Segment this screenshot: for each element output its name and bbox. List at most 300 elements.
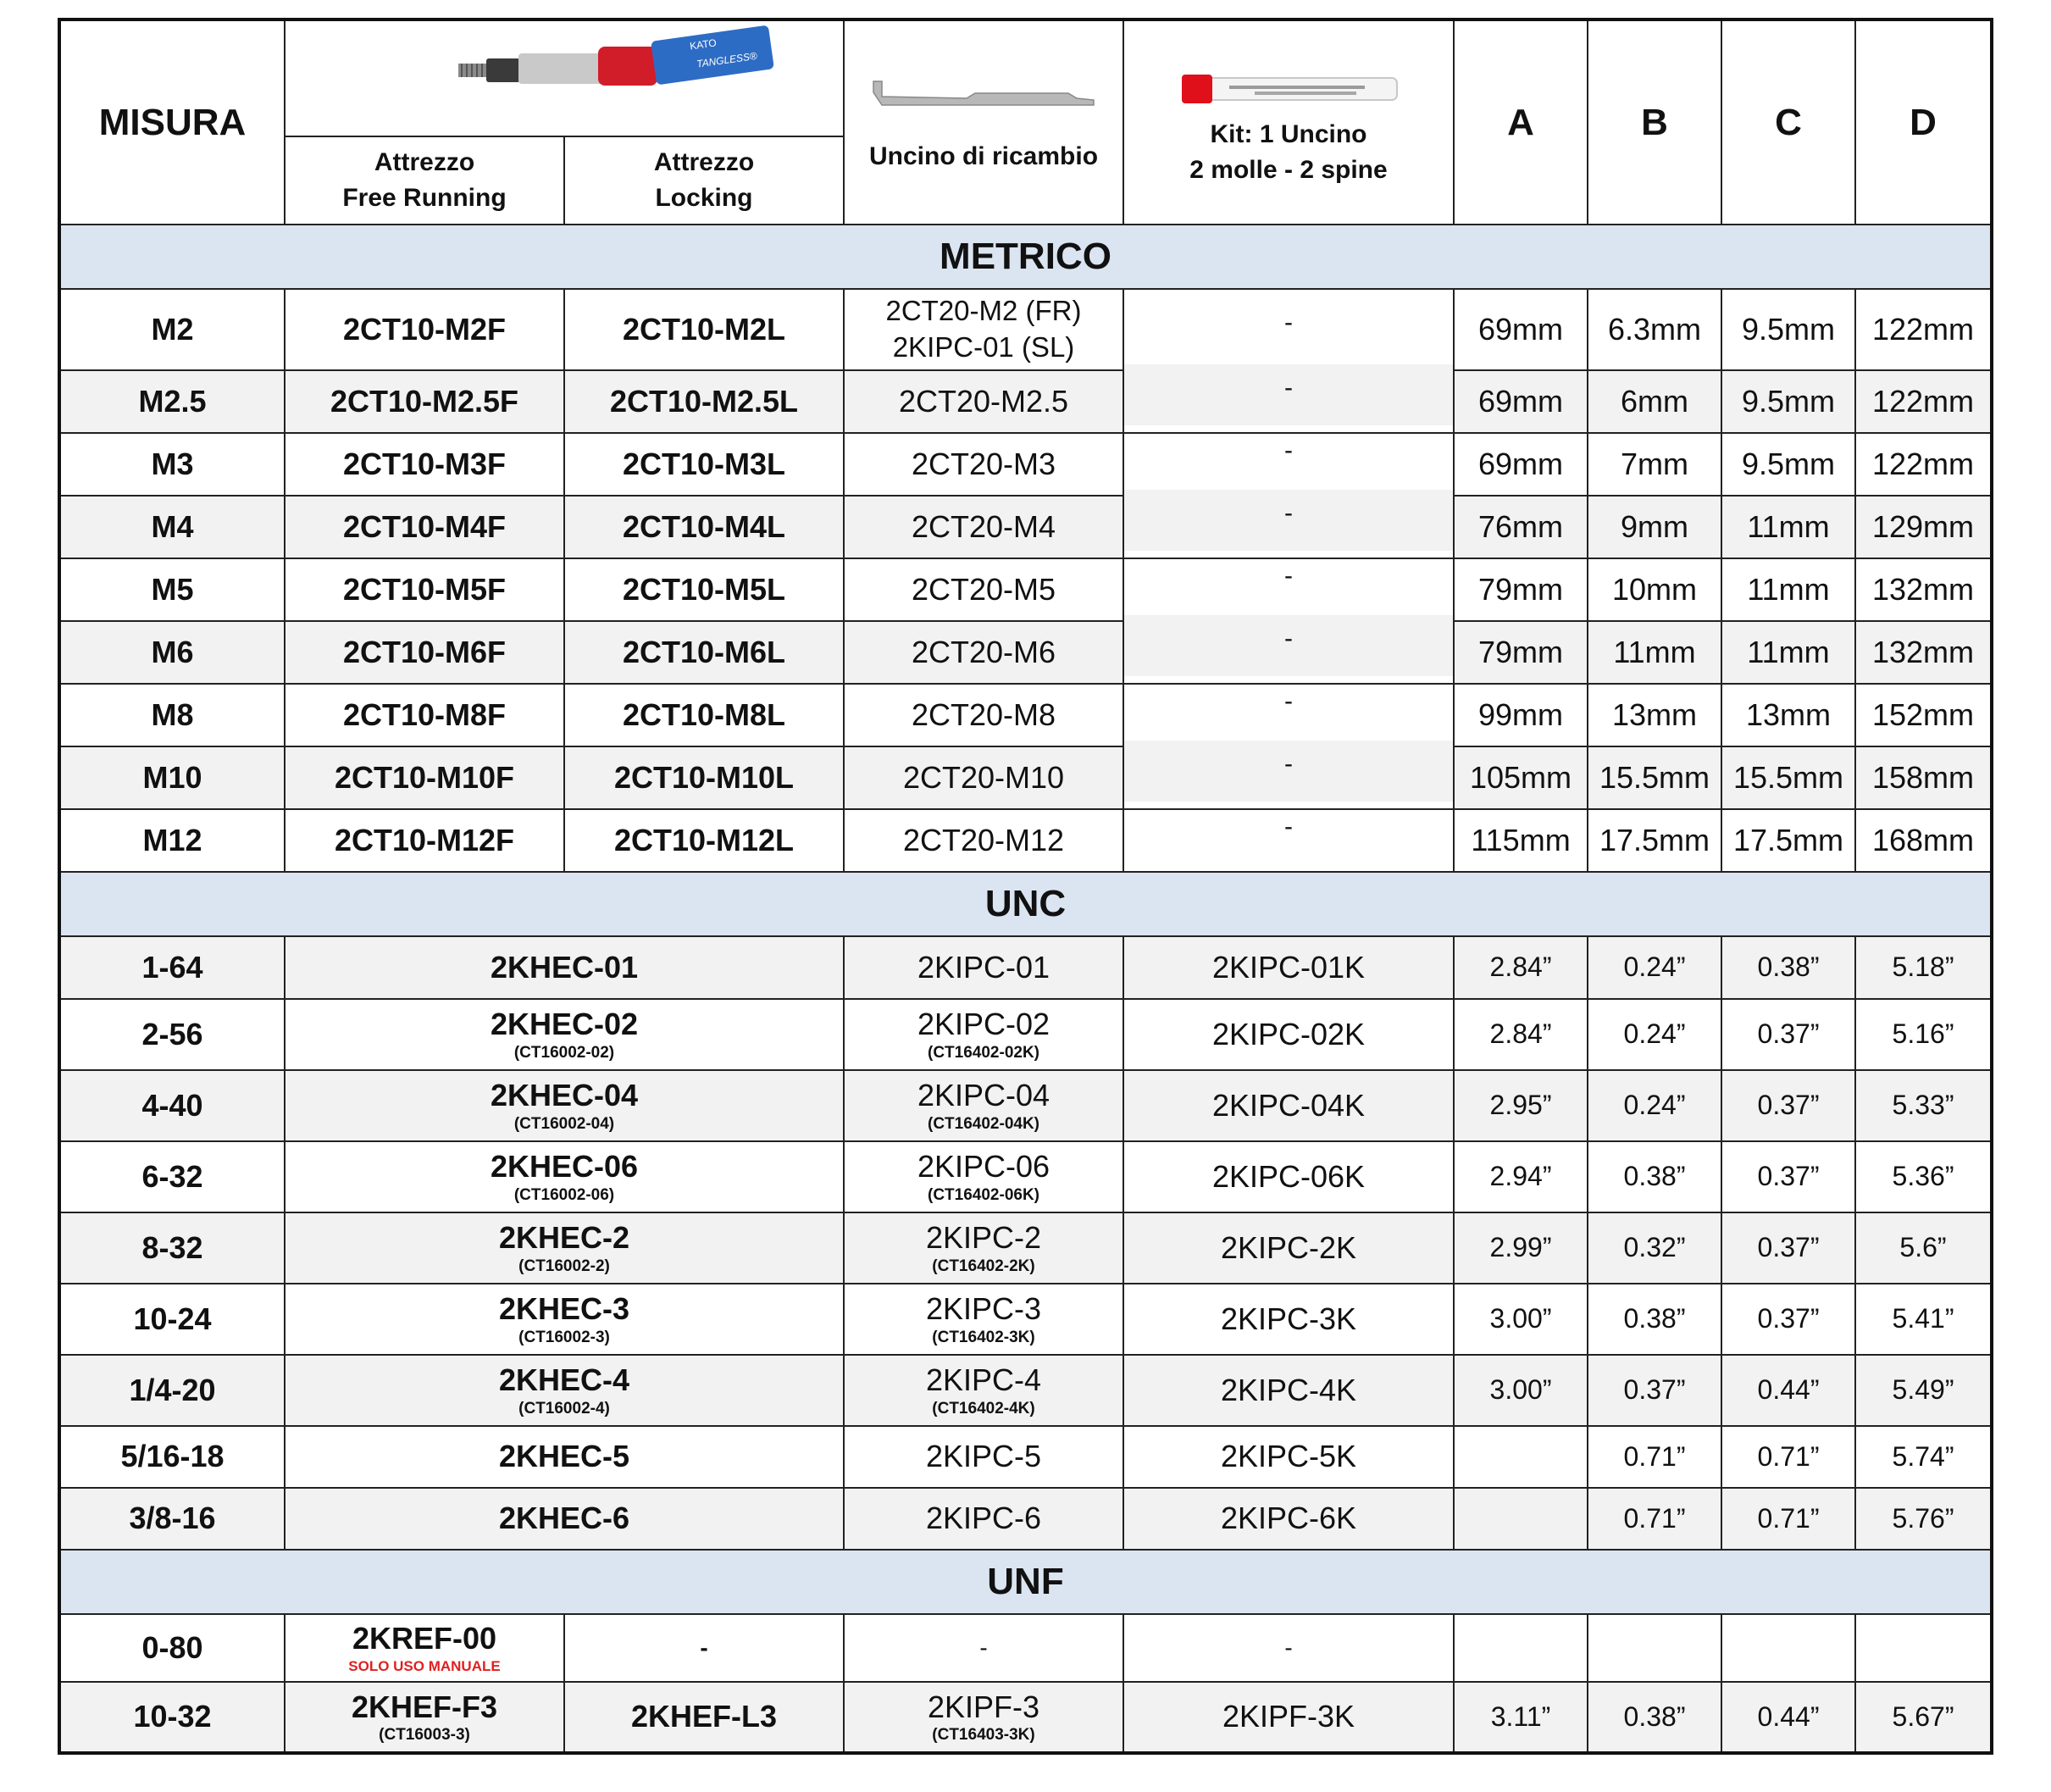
dim-a-cell xyxy=(1454,1426,1588,1488)
dim-a-cell-text: 69mm xyxy=(1477,383,1564,419)
dim-c-cell-text: 0.44” xyxy=(1757,1700,1820,1732)
dim-b-cell xyxy=(1588,289,1721,370)
dim-a-cell xyxy=(1454,1212,1588,1284)
kit-cell xyxy=(1123,1355,1454,1426)
dim-a-cell-text: 2.94” xyxy=(1489,1161,1552,1192)
dim-a-cell xyxy=(1454,1488,1588,1550)
dim-c-cell xyxy=(1721,746,1855,809)
dim-c-cell xyxy=(1721,1212,1855,1284)
tool-cell xyxy=(285,999,844,1070)
dim-a-cell xyxy=(1454,1284,1588,1355)
dim-d-cell-text: 5.6” xyxy=(1899,1232,1947,1263)
dim-d-cell-text: 132mm xyxy=(1871,571,1975,607)
dim-c-cell-text: 0.37” xyxy=(1757,1161,1820,1192)
tool-cell-note: (CT16002-02) xyxy=(513,1043,615,1062)
header-tool-free: Attrezzo Free Running xyxy=(285,136,564,225)
table-row xyxy=(59,370,1992,433)
dim-a-cell-text: 2.99” xyxy=(1489,1232,1552,1263)
dim-d-cell xyxy=(1855,558,1992,621)
hook-cell-text: 2CT20-M10 xyxy=(902,759,1065,795)
header-c: C xyxy=(1721,19,1855,225)
dim-b-cell-text: 15.5mm xyxy=(1599,759,1710,795)
tool-cell-text: 2KHEC-2 xyxy=(498,1220,630,1256)
kit-cell xyxy=(1123,1141,1454,1212)
tool-free-cell-text: 2CT10-M2F xyxy=(342,311,507,347)
hook-cell xyxy=(844,1488,1123,1550)
dim-b-cell xyxy=(1588,1682,1721,1753)
size-cell-text: M2 xyxy=(151,311,194,347)
dim-b-cell-text: 7mm xyxy=(1621,446,1688,481)
dim-b-cell xyxy=(1588,809,1721,872)
tool-locking-cell xyxy=(564,496,844,558)
dim-a-cell-text: 69mm xyxy=(1477,311,1564,347)
hook-cell-text: 2CT20-M3 xyxy=(911,446,1056,481)
table-row xyxy=(59,809,1992,872)
kit-cell-text: 2KIPC-02K xyxy=(1211,1016,1366,1051)
dim-c-cell xyxy=(1721,370,1855,433)
tool-free-cell xyxy=(285,621,564,684)
dim-a-cell-text: 76mm xyxy=(1477,508,1564,544)
dim-a-cell xyxy=(1454,433,1588,496)
table-row xyxy=(59,1488,1992,1550)
tool-locking-cell-text: 2CT10-M2.5L xyxy=(609,383,799,419)
dim-b-cell-text: 6.3mm xyxy=(1607,311,1702,347)
table-row xyxy=(59,1614,1992,1682)
tool-free-cell xyxy=(285,433,564,496)
dim-d-cell xyxy=(1855,370,1992,433)
dim-a-cell xyxy=(1454,1355,1588,1426)
dim-c-cell-text: 0.71” xyxy=(1757,1440,1820,1472)
table-row xyxy=(59,1426,1992,1488)
tool-image-cell xyxy=(285,19,844,136)
tool-cell xyxy=(285,1070,844,1141)
dim-b-cell-text: 0.24” xyxy=(1623,951,1686,983)
hook-cell-text: 2KIPC-04 xyxy=(917,1078,1050,1113)
size-cell xyxy=(59,809,285,872)
hook-cell xyxy=(844,936,1123,999)
dim-c-cell-text: 11mm xyxy=(1747,634,1830,669)
dim-d-cell-text: 122mm xyxy=(1871,446,1975,481)
dim-d-cell-text: 5.76” xyxy=(1892,1502,1954,1534)
dim-b-cell-text: 10mm xyxy=(1611,571,1698,607)
dim-a-cell-text: 3.00” xyxy=(1489,1303,1552,1334)
tool-locking-cell-text: - xyxy=(700,1634,708,1662)
table-row xyxy=(59,1212,1992,1284)
tool-free-cell xyxy=(285,1682,564,1753)
dim-c-cell xyxy=(1721,496,1855,558)
kit-cell xyxy=(1123,426,1454,489)
table-row xyxy=(59,999,1992,1070)
table-row xyxy=(59,289,1992,370)
hook-cell xyxy=(844,1426,1123,1488)
hook-cell-note: (CT16402-04K) xyxy=(928,1114,1039,1133)
dim-c-cell-text: 9.5mm xyxy=(1741,446,1836,481)
dim-a-cell xyxy=(1454,1070,1588,1141)
kit-cell xyxy=(1123,489,1454,552)
dim-a-cell-text: 2.84” xyxy=(1489,951,1552,983)
kit-cell-text: 2KIPC-6K xyxy=(1220,1501,1357,1536)
hook-cell-text: 2CT20-M8 xyxy=(911,696,1056,732)
kit-cell-text: 2KIPC-01K xyxy=(1211,949,1366,985)
hook-cell xyxy=(844,1212,1123,1284)
tool-locking-cell-text: 2CT10-M4L xyxy=(622,508,786,544)
size-cell-text: M12 xyxy=(142,822,202,857)
kit-cell-text: 2KIPC-2K xyxy=(1220,1229,1357,1265)
kit-cell xyxy=(1123,1682,1454,1753)
table-row xyxy=(59,684,1992,746)
dim-c-cell xyxy=(1721,1284,1855,1355)
hook-cell xyxy=(844,999,1123,1070)
size-cell-text: 8-32 xyxy=(141,1229,203,1265)
size-cell xyxy=(59,1614,285,1682)
size-cell xyxy=(59,289,285,370)
dim-d-cell-text: 129mm xyxy=(1871,508,1975,544)
tool-cell xyxy=(285,1355,844,1426)
hook-cell xyxy=(844,746,1123,809)
hook-cell-note: (CT16403-3K) xyxy=(932,1726,1035,1745)
size-cell-text: 4-40 xyxy=(141,1087,203,1123)
header-tool-locking: Attrezzo Locking xyxy=(564,136,844,225)
spec-table xyxy=(58,18,1993,1755)
dim-d-cell xyxy=(1855,621,1992,684)
dim-b-cell-text: 0.71” xyxy=(1623,1502,1686,1534)
kit-cell-text: 2KIPF-3K xyxy=(1222,1699,1355,1734)
tool-locking-cell xyxy=(564,809,844,872)
size-cell-text: 10-24 xyxy=(133,1301,212,1336)
dim-c-cell-text: 0.37” xyxy=(1757,1303,1820,1334)
dim-d-cell xyxy=(1855,1426,1992,1488)
dim-b-cell-text: 0.24” xyxy=(1623,1090,1686,1121)
dim-c-cell-text: 11mm xyxy=(1747,571,1830,607)
tool-cell-note: (CT16002-06) xyxy=(513,1185,615,1204)
dim-c-cell xyxy=(1721,684,1855,746)
dim-b-cell-text: 11mm xyxy=(1613,634,1696,669)
tool-brand: TANGLESS® xyxy=(696,49,758,70)
header-kit-label: Kit: 1 Uncino 2 molle - 2 spine xyxy=(1189,119,1388,184)
hook-cell xyxy=(844,1614,1123,1682)
dim-b-cell-text: 13mm xyxy=(1611,696,1698,732)
dim-c-cell xyxy=(1721,1355,1855,1426)
tool-locking-cell-text: 2CT10-M6L xyxy=(622,634,786,669)
dim-d-cell-text: 5.67” xyxy=(1892,1700,1954,1732)
table-row xyxy=(59,558,1992,621)
tool-collar xyxy=(486,58,520,82)
size-cell-text: 0-80 xyxy=(141,1629,203,1665)
hook-cell xyxy=(844,370,1123,433)
size-cell xyxy=(59,1426,285,1488)
kit-cell xyxy=(1123,1426,1454,1488)
tool-locking-cell-text: 2CT10-M12L xyxy=(613,822,795,857)
dim-a-cell xyxy=(1454,936,1588,999)
tool-cell-text: 2KHEC-4 xyxy=(498,1362,630,1398)
dim-c-cell-text: 9.5mm xyxy=(1741,383,1836,419)
table-row xyxy=(59,1682,1992,1753)
dim-c-cell-text: 0.37” xyxy=(1757,1232,1820,1263)
tool-locking-cell xyxy=(564,370,844,433)
kit-cell-text: - xyxy=(1284,562,1293,591)
tool-free-cell xyxy=(285,289,564,370)
size-cell-text: M5 xyxy=(151,571,194,607)
kit-cell-text: - xyxy=(1284,1634,1293,1662)
tool-logo: KATO xyxy=(689,36,718,53)
tool-image xyxy=(344,21,784,131)
size-cell xyxy=(59,370,285,433)
header-a: A xyxy=(1454,19,1588,225)
dim-b-cell-text: 0.37” xyxy=(1623,1374,1686,1406)
size-cell-text: M4 xyxy=(151,508,194,544)
hook-cell xyxy=(844,433,1123,496)
size-cell xyxy=(59,1284,285,1355)
dim-b-cell xyxy=(1588,558,1721,621)
kit-cell-text: - xyxy=(1284,813,1293,841)
dim-a-cell xyxy=(1454,496,1588,558)
dim-c-cell xyxy=(1721,936,1855,999)
hook-cell-note: (CT16402-2K) xyxy=(932,1257,1035,1275)
tool-cell-text: 2KHEC-06 xyxy=(490,1149,639,1184)
table-row xyxy=(59,1284,1992,1355)
dim-c-cell-text: 0.37” xyxy=(1757,1018,1820,1050)
dim-a-cell xyxy=(1454,289,1588,370)
tool-cell-note: (CT16002-04) xyxy=(513,1114,615,1133)
tool-cell xyxy=(285,1141,844,1212)
dim-b-cell xyxy=(1588,936,1721,999)
dim-a-cell-text: 99mm xyxy=(1477,696,1564,732)
dim-a-cell xyxy=(1454,1141,1588,1212)
tool-locking-cell xyxy=(564,289,844,370)
tool-cell xyxy=(285,1488,844,1550)
dim-d-cell-text: 5.41” xyxy=(1892,1303,1954,1334)
hook-cell-text: 2KIPF-3 xyxy=(927,1689,1040,1724)
dim-b-cell-text: 9mm xyxy=(1621,508,1688,544)
hook-cell xyxy=(844,621,1123,684)
hook-cell xyxy=(844,558,1123,621)
dim-b-cell-text: 17.5mm xyxy=(1599,822,1710,857)
tool-free-cell-text: 2CT10-M4F xyxy=(342,508,507,544)
tool-free-cell-text: 2CT10-M8F xyxy=(342,696,507,732)
hook-cell-text: 2KIPC-6 xyxy=(925,1501,1042,1536)
kit-cell xyxy=(1123,740,1454,802)
kit-cell xyxy=(1123,936,1454,999)
tool-cell-text: 2KHEC-5 xyxy=(498,1439,630,1474)
dim-d-cell-text: 122mm xyxy=(1871,383,1975,419)
tool-red-grip xyxy=(598,47,657,86)
tool-cell-text: 2KHEC-01 xyxy=(490,949,639,985)
dim-d-cell xyxy=(1855,1682,1992,1753)
dim-b-cell-text: 0.71” xyxy=(1623,1440,1686,1472)
size-cell-text: 3/8-16 xyxy=(129,1501,216,1536)
dim-b-cell xyxy=(1588,370,1721,433)
dim-b-cell xyxy=(1588,496,1721,558)
dim-d-cell xyxy=(1855,1488,1992,1550)
dim-d-cell-text: 132mm xyxy=(1871,634,1975,669)
hook-cell xyxy=(844,1070,1123,1141)
kit-cell-text: 2KIPC-4K xyxy=(1220,1372,1357,1407)
dim-a-cell-text: 79mm xyxy=(1477,634,1564,669)
header-misura: MISURA xyxy=(59,19,285,225)
tool-free-cell-text: 2CT10-M12F xyxy=(334,822,515,857)
dim-d-cell xyxy=(1855,1355,1992,1426)
kit-cell xyxy=(1123,614,1454,677)
tool-shaft xyxy=(518,53,603,84)
tool-locking-cell-text: 2KHEF-L3 xyxy=(630,1699,778,1734)
dim-b-cell xyxy=(1588,1212,1721,1284)
kit-cell-text: - xyxy=(1284,624,1293,653)
header-hook xyxy=(844,19,1123,225)
dim-c-cell xyxy=(1721,999,1855,1070)
hook-cell-text: 2CT20-M2 (FR) 2KIPC-01 (SL) xyxy=(885,295,1082,363)
dim-b-cell xyxy=(1588,684,1721,746)
kit-cell xyxy=(1123,1284,1454,1355)
hook-cell-text: 2KIPC-2 xyxy=(925,1220,1042,1256)
kit-cell-text: 2KIPC-5K xyxy=(1220,1439,1357,1474)
header-hook-label: Uncino di ricambio xyxy=(868,141,1099,170)
dim-a-cell xyxy=(1454,999,1588,1070)
tool-free-cell xyxy=(285,809,564,872)
dim-b-cell xyxy=(1588,746,1721,809)
hook-cell-text: 2KIPC-4 xyxy=(925,1362,1042,1398)
dim-d-cell xyxy=(1855,746,1992,809)
hook-cell-text: 2KIPC-01 xyxy=(917,949,1050,985)
dim-c-cell xyxy=(1721,289,1855,370)
hook-cell-text: 2KIPC-02 xyxy=(917,1007,1050,1042)
dim-c-cell xyxy=(1721,558,1855,621)
kit-cell-text: - xyxy=(1284,499,1293,528)
tool-cell-note: (CT16002-2) xyxy=(518,1257,610,1275)
dim-a-cell-text: 2.84” xyxy=(1489,1018,1552,1050)
dim-a-cell xyxy=(1454,558,1588,621)
dim-d-cell xyxy=(1855,289,1992,370)
section-title-unf: UNF xyxy=(59,1550,1992,1614)
dim-c-cell xyxy=(1721,1614,1855,1682)
dim-a-cell xyxy=(1454,746,1588,809)
kit-cell-text: - xyxy=(1284,308,1293,337)
table-row xyxy=(59,936,1992,999)
dim-c-cell-text: 0.38” xyxy=(1757,951,1820,983)
size-cell xyxy=(59,496,285,558)
tool-free-cell-note: SOLO USO MANUALE xyxy=(348,1657,501,1674)
dim-a-cell-text: 69mm xyxy=(1477,446,1564,481)
hook-cell xyxy=(844,809,1123,872)
tool-free-cell xyxy=(285,746,564,809)
dim-c-cell xyxy=(1721,1682,1855,1753)
tool-free-cell-text: 2CT10-M3F xyxy=(342,446,507,481)
dim-d-cell xyxy=(1855,496,1992,558)
hook-cell xyxy=(844,1141,1123,1212)
size-cell-text: M8 xyxy=(151,696,194,732)
size-cell-text: 1-64 xyxy=(141,949,203,985)
tool-free-cell-text: 2KHEF-F3 xyxy=(351,1689,498,1724)
tool-locking-cell xyxy=(564,621,844,684)
hook-cell xyxy=(844,1284,1123,1355)
section-metrico xyxy=(59,225,1992,289)
tool-locking-cell-text: 2CT10-M5L xyxy=(622,571,786,607)
kit-cell-text: 2KIPC-04K xyxy=(1211,1087,1366,1123)
hook-cell-text: - xyxy=(979,1634,988,1662)
dim-a-cell xyxy=(1454,370,1588,433)
table-row xyxy=(59,496,1992,558)
section-unf xyxy=(59,1550,1992,1614)
tool-cell-text: 2KHEC-02 xyxy=(490,1007,639,1042)
hook-cell xyxy=(844,289,1123,370)
tool-free-cell-text: 2CT10-M2.5F xyxy=(330,383,519,419)
dim-b-cell-text: 0.38” xyxy=(1623,1303,1686,1334)
tool-cell-note: (CT16002-4) xyxy=(518,1399,610,1418)
tool-free-cell-text: 2KREF-00 xyxy=(352,1621,497,1656)
kit-cell-text: 2KIPC-06K xyxy=(1211,1158,1366,1194)
dim-b-cell-text: 0.24” xyxy=(1623,1018,1686,1050)
kit-cell-text: - xyxy=(1284,374,1293,402)
dim-b-cell xyxy=(1588,1141,1721,1212)
hook-cell xyxy=(844,1355,1123,1426)
size-cell xyxy=(59,1070,285,1141)
dim-c-cell xyxy=(1721,1426,1855,1488)
tool-free-cell xyxy=(285,496,564,558)
section-title-unc: UNC xyxy=(59,872,1992,936)
tool-free-cell-text: 2CT10-M10F xyxy=(334,759,515,795)
hook-cell-text: 2KIPC-5 xyxy=(925,1439,1042,1474)
kit-cell xyxy=(1123,282,1454,363)
size-cell xyxy=(59,558,285,621)
dim-d-cell-text: 152mm xyxy=(1871,696,1975,732)
tool-cell-text: 2KHEC-6 xyxy=(498,1501,630,1536)
dim-d-cell xyxy=(1855,684,1992,746)
dim-b-cell-text: 0.38” xyxy=(1623,1161,1686,1192)
size-cell xyxy=(59,1488,285,1550)
section-unc xyxy=(59,872,1992,936)
dim-a-cell xyxy=(1454,1614,1588,1682)
hook-cell-text: 2KIPC-3 xyxy=(925,1291,1042,1327)
dim-d-cell-text: 158mm xyxy=(1871,759,1975,795)
hook-cell-text: 2CT20-M4 xyxy=(911,508,1056,544)
size-cell xyxy=(59,621,285,684)
size-cell xyxy=(59,746,285,809)
dim-d-cell xyxy=(1855,433,1992,496)
kit-image xyxy=(1153,58,1424,117)
size-cell xyxy=(59,433,285,496)
size-cell xyxy=(59,936,285,999)
hook-cell-note: (CT16402-02K) xyxy=(928,1043,1039,1062)
dim-c-cell-text: 15.5mm xyxy=(1732,759,1844,795)
kit-cell xyxy=(1123,1614,1454,1682)
hook-cell-note: (CT16402-4K) xyxy=(932,1399,1035,1418)
kit-red-cap xyxy=(1182,75,1212,103)
dim-c-cell xyxy=(1721,809,1855,872)
tool-cell xyxy=(285,1426,844,1488)
kit-cell-text: - xyxy=(1284,436,1293,465)
table-row xyxy=(59,1141,1992,1212)
dim-d-cell-text: 5.36” xyxy=(1892,1161,1954,1192)
size-cell-text: 1/4-20 xyxy=(129,1372,216,1407)
size-cell-text: M10 xyxy=(142,759,202,795)
dim-b-cell-text: 6mm xyxy=(1621,383,1688,419)
hook-cell-text: 2CT20-M5 xyxy=(911,571,1056,607)
dim-b-cell xyxy=(1588,621,1721,684)
hook-cell-text: 2KIPC-06 xyxy=(917,1149,1050,1184)
size-cell-text: 10-32 xyxy=(133,1699,212,1734)
dim-d-cell-text: 5.74” xyxy=(1892,1440,1954,1472)
section-title-metrico: METRICO xyxy=(59,225,1992,289)
hook-cell-note: (CT16402-3K) xyxy=(932,1328,1035,1346)
header-b: B xyxy=(1588,19,1721,225)
kit-cell xyxy=(1123,552,1454,614)
kit-cell xyxy=(1123,363,1454,426)
hook-cell xyxy=(844,1682,1123,1753)
size-cell-text: 2-56 xyxy=(141,1016,203,1051)
dim-c-cell-text: 11mm xyxy=(1747,508,1830,544)
size-cell-text: 6-32 xyxy=(141,1158,203,1194)
size-cell-text: M6 xyxy=(151,634,194,669)
dim-b-cell xyxy=(1588,1070,1721,1141)
